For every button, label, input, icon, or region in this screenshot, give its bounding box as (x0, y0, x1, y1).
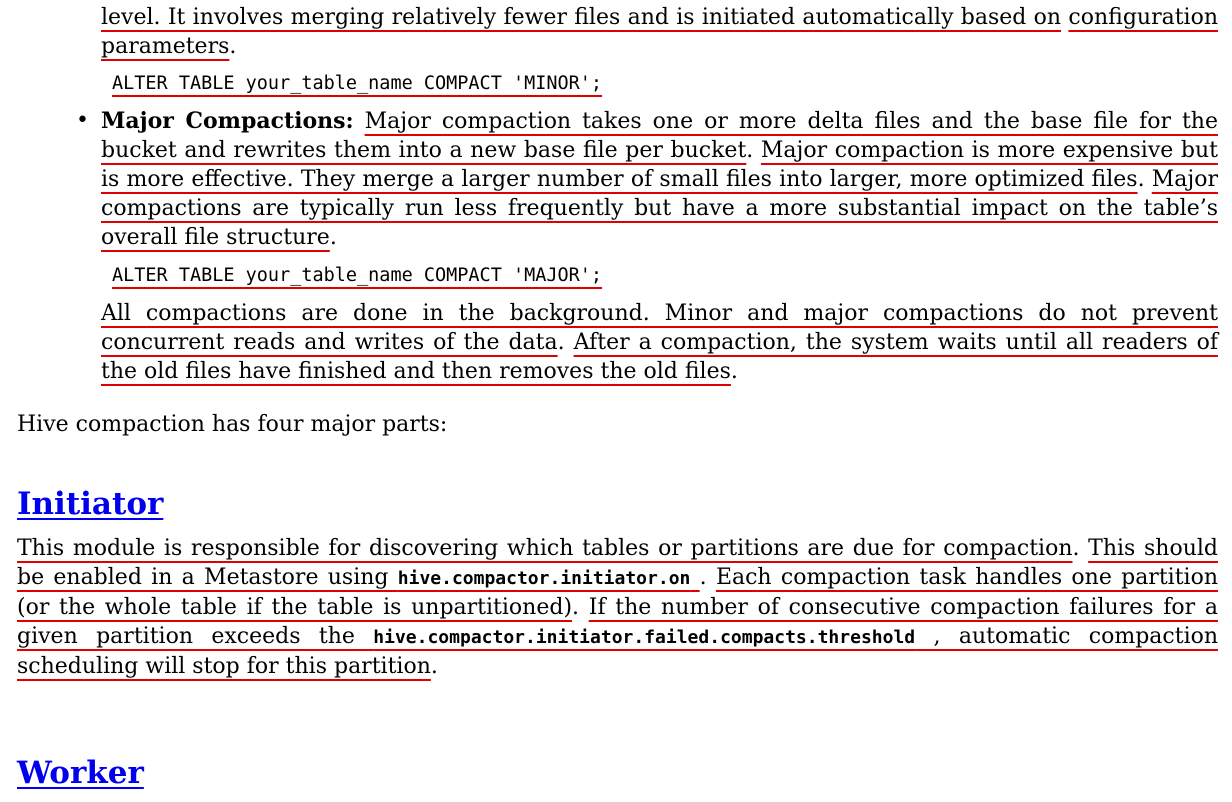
background-sentence-1: All compactions are done in the background. Minor and major compactions do not prevent concurrent reads and writes of the data (101, 301, 1218, 355)
initiator-sentence-4-end: , automatic compaction scheduling will stop for this partition (17, 624, 1219, 679)
initiator-sentence-3: Each compaction task handles one partition (or the whole table if the table is unpartitioned) (17, 565, 1218, 620)
initiator-sentence-2: This should be enabled in a Metastore using (17, 536, 1219, 590)
minor-continuation-lead: level. It involves merging relatively fewer files and is initiated automatically based on (101, 5, 1062, 30)
initiator-threshold-code: hive.compactor.initiator.failed.compacts.threshold (373, 627, 916, 648)
worker-heading-link[interactable]: Worker (17, 755, 144, 791)
initiator-heading (17, 486, 163, 522)
background-sentence-2: After a compaction, the system waits until all readers of the old files have finished and then removes the old files (101, 330, 1218, 384)
major-sentence-3: Major compactions are typically run less frequently but have a more substantial impact on the table’s overall file structure (101, 167, 1218, 250)
initiator-sentence-1: This module is responsible for discovering which tables or partitions are due for compaction (17, 536, 1073, 561)
major-sentence-1: Major compaction takes one or more delta files and the base file for the bucket and rewrites them into a new base file per bucket (101, 109, 1218, 163)
major-compaction-paragraph: Major Compactions: Major compaction takes one or more delta files and the base file for the bucket and rewrites them into a new base file per bucket. Major compaction is more expensive but is more effective. They merge a larger number of small files into larger, more optimized files. Major compactions are typically run less frequently but have a more substantial impact on the table’s overall file structure. (101, 108, 1218, 250)
minor-compaction-code: ALTER TABLE your_table_name COMPACT 'MINOR'; (112, 73, 603, 94)
worker-heading (17, 755, 144, 791)
background-paragraph: All compactions are done in the background. Minor and major compactions do not prevent concurrent reads and writes of the data. After a compaction, the system waits until all readers of the old files have finished and then removes the old files. (101, 301, 1218, 384)
minor-continuation-end: configuration parameters (101, 5, 1218, 59)
initiator-heading-link[interactable]: Initiator (17, 486, 164, 522)
major-compaction-code: ALTER TABLE your_table_name COMPACT 'MAJOR'; (112, 265, 603, 286)
initiator-paragraph: This module is responsible for discovering which tables or partitions are due for compaction. This should be enabled in a Metastore using hive.compactor.initiator.on . Each compaction task handles one partition (or the whole table if the table is unpartitioned). If the number of consecutive compaction failures for a given partition exceeds the hive.compactor.initiator.failed.compacts.threshold , automatic compaction scheduling will stop for this partition. (17, 536, 1219, 679)
major-compaction-label: Major Compactions: (101, 108, 354, 134)
list-bullet: • (76, 108, 89, 133)
initiator-sentence-4: If the number of consecutive compaction failures for a given partition exceeds the (17, 595, 1218, 649)
minor-compaction-continuation: level. It involves merging relatively fewer files and is initiated automatically based on configuration parameters. (101, 5, 1218, 59)
initiator-config-code: hive.compactor.initiator.on (397, 568, 691, 589)
parts-intro: Hive compaction has four major parts: (17, 412, 448, 437)
major-sentence-2: Major compaction is more expensive but is more effective. They merge a larger number of small files into larger, more optimized files (101, 138, 1218, 192)
